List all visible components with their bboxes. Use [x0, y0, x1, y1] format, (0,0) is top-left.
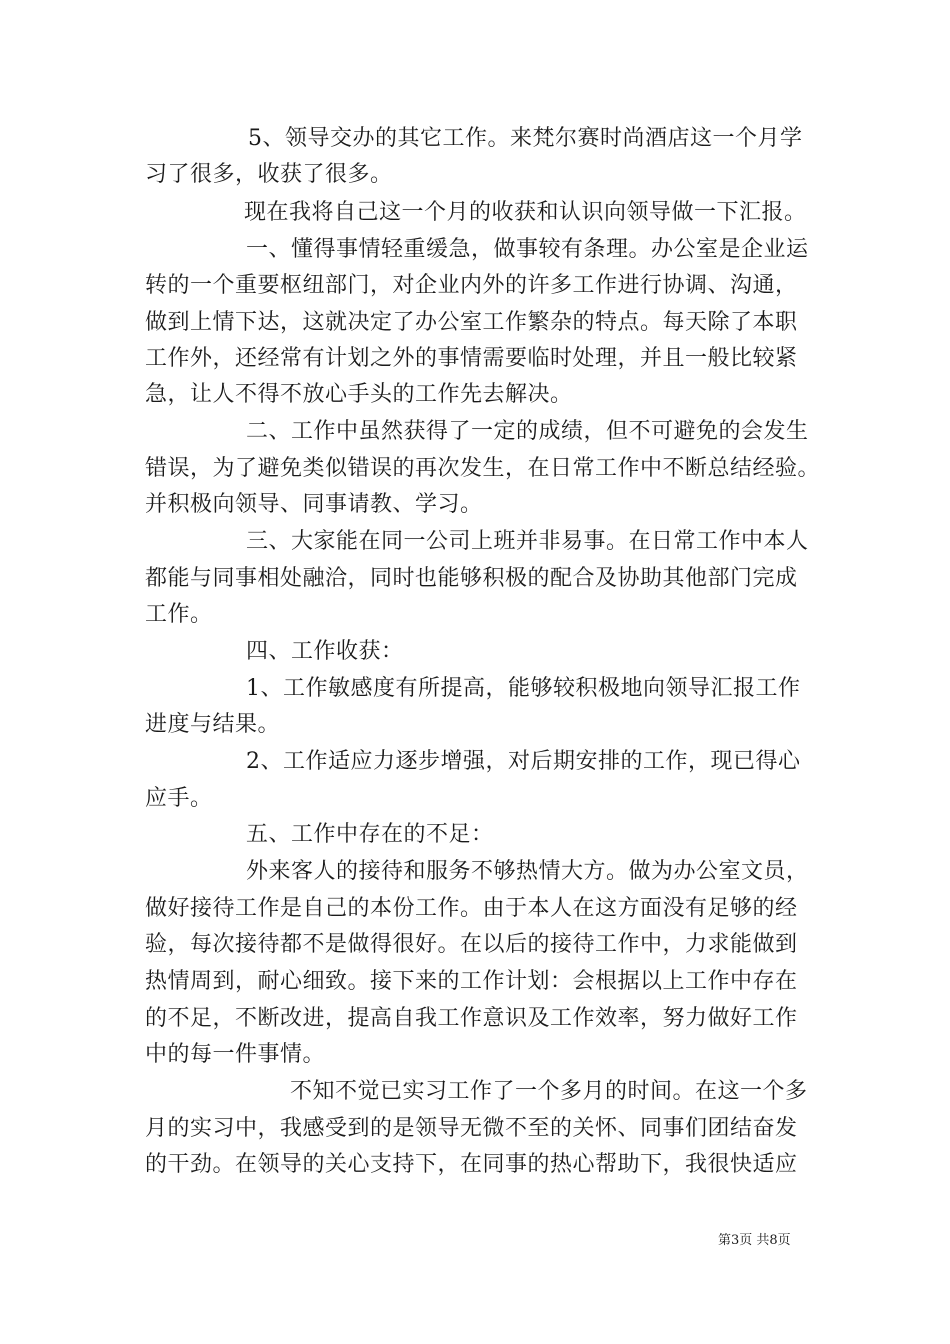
text-line: 五、工作中存在的不足：	[246, 822, 494, 847]
text-line: 做到上情下达，这就决定了办公室工作繁杂的特点。每天除了本职	[145, 310, 798, 335]
text-line: 进度与结果。	[145, 712, 281, 737]
text-line: 应手。	[145, 786, 213, 811]
text-line: 并积极向领导、同事请教、学习。	[145, 492, 483, 517]
text-line: 二、工作中虽然获得了一定的成绩，但不可避免的会发生	[246, 419, 809, 444]
text-line: 不知不觉已实习工作了一个多月的时间。在这一个多	[290, 1079, 808, 1104]
text-line: 做好接待工作是自己的本份工作。由于本人在这方面没有足够的经	[145, 896, 798, 921]
text-line: 2、工作适应力逐步增强，对后期安排的工作，现已得心	[246, 749, 801, 774]
text-line: 四、工作收获：	[246, 639, 404, 664]
text-line: 工作外，还经常有计划之外的事情需要临时处理，并且一般比较紧	[145, 346, 798, 371]
text-line: 月的实习中，我感受到的是领导无微不至的关怀、同事们团结奋发	[145, 1116, 798, 1141]
text-line: 现在我将自己这一个月的收获和认识向领导做一下汇报。	[244, 200, 807, 225]
text-line: 都能与同事相处融洽，同时也能够积极的配合及协助其他部门完成	[145, 566, 798, 591]
text-line: 习了很多，收获了很多。	[145, 162, 393, 187]
text-line: 三、大家能在同一公司上班并非易事。在日常工作中本人	[246, 529, 809, 554]
text-line: 转的一个重要枢纽部门，对企业内外的许多工作进行协调、沟通，	[145, 273, 798, 298]
text-line: 的不足，不断改进，提高自我工作意识及工作效率，努力做好工作	[145, 1006, 798, 1031]
text-line: 5、领导交办的其它工作。来梵尔赛时尚酒店这一个月学	[248, 126, 803, 151]
text-line: 外来客人的接待和服务不够热情大方。做为办公室文员，	[246, 859, 809, 884]
text-line: 错误，为了避免类似错误的再次发生，在日常工作中不断总结经验。	[145, 456, 821, 481]
text-line: 一、懂得事情轻重缓急，做事较有条理。办公室是企业运	[246, 237, 809, 262]
text-line: 热情周到，耐心细致。接下来的工作计划：会根据以上工作中存在	[145, 969, 798, 994]
text-line: 验，每次接待都不是做得很好。在以后的接待工作中，力求能做到	[145, 932, 798, 957]
text-line: 急，让人不得不放心手头的工作先去解决。	[145, 382, 573, 407]
text-line: 工作。	[145, 602, 213, 627]
text-line: 1、工作敏感度有所提高，能够较积极地向领导汇报工作	[246, 676, 801, 701]
text-line: 中的每一件事情。	[145, 1042, 326, 1067]
text-line: 的干劲。在领导的关心支持下，在同事的热心帮助下，我很快适应	[145, 1152, 798, 1177]
page-number: 第3页 共8页	[718, 1233, 791, 1248]
